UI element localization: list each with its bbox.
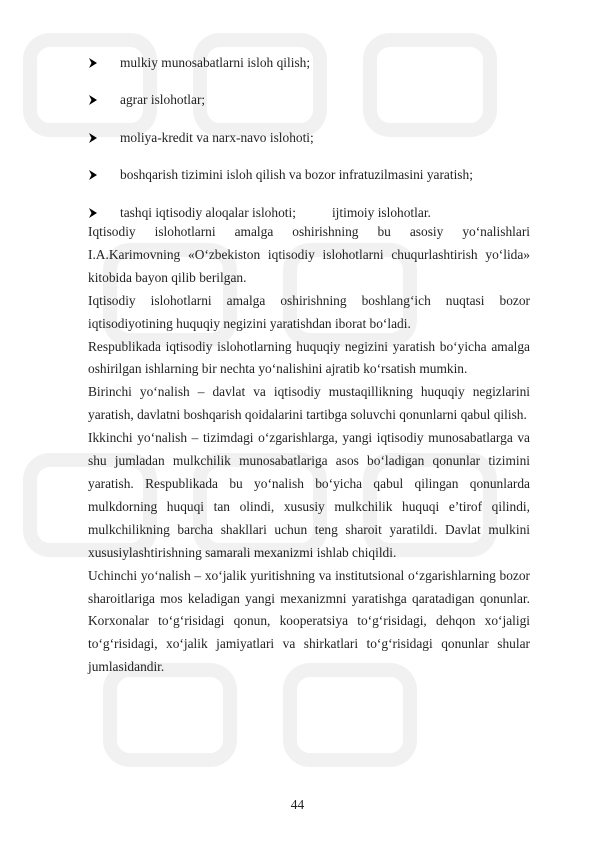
- list-item-text: boshqarish tizimini isloh qilish va bozor infratuzilmasini yaratish;: [120, 167, 473, 182]
- list-item: [88, 52, 530, 73]
- arrow-bullet-icon: [88, 133, 120, 143]
- list-item: [88, 127, 530, 148]
- list-item: [88, 90, 530, 111]
- arrow-bullet-icon: [88, 58, 120, 68]
- list-item-text: mulkiy munosabatlarni isloh qilish;: [120, 54, 311, 70]
- paragraph: Respublikada iqtisodiy islohotlarning huquqiy negizini yaratish bo‘yicha amalga oshirilgan ishlarning bir nechta yo‘nalishini ajratib ko‘rsatish mumkin.: [88, 338, 530, 377]
- paragraph: Uchinchi yo‘nalish – xo‘jalik yuritishning va institutsional o‘zgarishlarning bozor sharoitlariga mos keladigan yangi mexanizmni yaratishga qaratadigan qonunlar. Korxonalar to‘g‘risidagi qonun, kooperatsiya to‘g‘risidagi, dehqon xo‘jaligi to‘g‘risidagi, xo‘jalik jamiyatlari va shirkatlari to‘g‘risidagi qonunlar shular jumlasidandir.: [88, 567, 530, 675]
- paragraph: Iqtisodiy islohotlarni amalga oshirishning bu asosiy yo‘nalishlari I.A.Karimovning «O‘zbekiston iqtisodiy islohotlarni chuqurlashtirish yo‘lida» kitobida bayon qilib berilgan.: [88, 224, 530, 285]
- paragraph: Birinchi yo‘nalish – davlat va iqtisodiy mustaqillikning huquqiy negizlarini yaratish, davlatni boshqarish qoidalarini tartibga soluvchi qonunlarni qabul qilish.: [88, 384, 530, 423]
- list-item: [88, 165, 530, 186]
- list-item: [88, 202, 530, 223]
- paragraph: Iqtisodiy islohotlarni amalga oshirishning boshlang‘ich nuqtasi bozor iqtisodiyotining huquqiy negizini yaratishdan iborat bo‘ladi.: [88, 292, 530, 331]
- paragraph: Ikkinchi yo‘nalish – tizimdagi o‘zgarishlarga, yangi iqtisodiy munosabatlarga va shu jumladan mulkchilik munosabatlariga asos bo‘ladigan qonunlar tizimini yaratish. Respublikada bu yo‘nalish bo‘yicha qabul qilingan qonunlarda mulkdorning huquqi tan olindi, xususiy mulkchilik huquqi e’tirof qilindi, mulkchilikning barcha shakllari uchun teng sharoit yaratildi. Davlat mulkini xususiylashtirishning samarali mexanizmi ishlab chiqildi.: [88, 430, 530, 560]
- list-item-text: tashqi iqtisodiy aloqalar islohoti;: [120, 204, 296, 220]
- page-number: 44: [290, 797, 305, 812]
- bullet-list: [88, 52, 530, 223]
- arrow-bullet-icon: [88, 95, 120, 105]
- list-item-text: agrar islohotlar;: [120, 92, 206, 107]
- list-item-text: moliya-kredit va narx-navo islohoti;: [120, 129, 314, 145]
- arrow-bullet-icon: [88, 208, 120, 218]
- list-item-extra-text: ijtimoiy islohotlar.: [331, 204, 431, 220]
- arrow-bullet-icon: [88, 170, 120, 180]
- body-text: [88, 221, 530, 679]
